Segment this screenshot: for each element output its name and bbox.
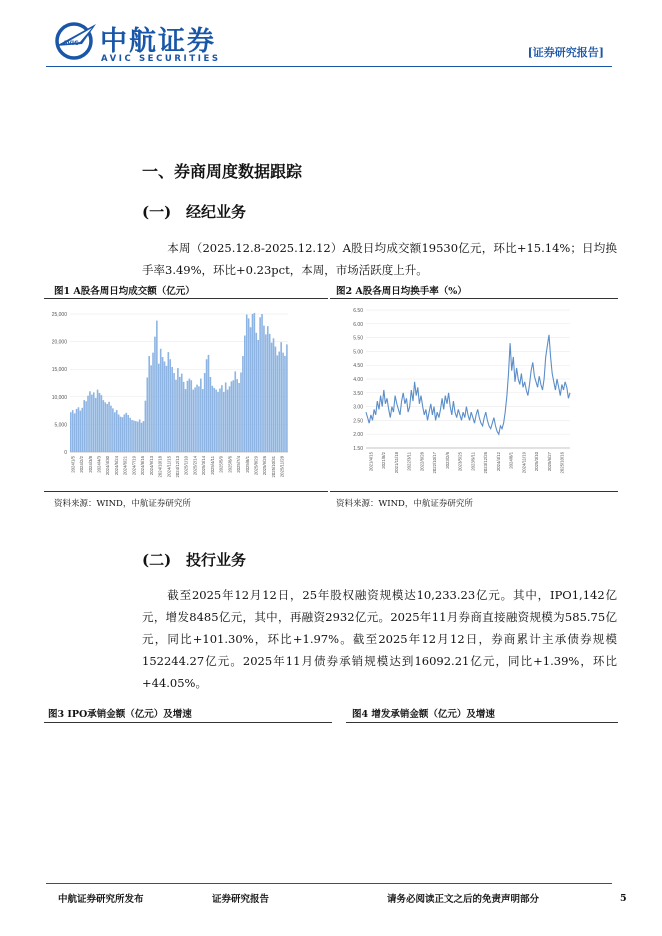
x-tick-label: 2021/4/15 <box>368 452 374 472</box>
bar <box>242 356 244 452</box>
bar <box>206 359 208 452</box>
bar <box>141 423 143 452</box>
bar <box>80 411 82 452</box>
x-tick-label: 2024/11/19 <box>521 452 527 474</box>
figure-3-top-rule <box>44 722 332 723</box>
header <box>0 0 662 70</box>
footer-publisher: 中航证券研究所发布 <box>58 894 144 905</box>
x-tick-label: 2025/10/31 <box>270 456 276 478</box>
bar <box>246 315 248 452</box>
bar <box>99 393 101 452</box>
bar <box>175 380 177 452</box>
bar <box>118 414 120 452</box>
bar <box>255 333 257 452</box>
bar <box>248 318 250 452</box>
turnover-rate-series-line <box>366 335 570 434</box>
bar <box>277 355 279 452</box>
figure-2-title: 图2 A股各周日均换手率（%） <box>336 286 467 297</box>
bar <box>116 410 118 452</box>
y-tick-label: 1.50 <box>353 446 363 452</box>
bar <box>95 398 97 452</box>
x-tick-label: 2022/6/28 <box>419 452 425 472</box>
bar <box>89 391 91 452</box>
bar <box>110 406 112 452</box>
x-tick-label: 2025/10/16 <box>559 452 565 474</box>
bar <box>143 421 145 452</box>
bar <box>221 385 223 452</box>
bar <box>137 422 139 452</box>
bar <box>125 413 127 452</box>
bar <box>267 326 269 452</box>
bar <box>177 368 179 452</box>
subsection-title: 经纪业务 <box>186 203 247 221</box>
y-tick-label: 2.00 <box>353 432 363 439</box>
bar <box>160 349 162 452</box>
subsection-number: (一) <box>142 203 172 221</box>
figure-2-bottom-rule <box>330 491 618 492</box>
bar <box>240 373 242 452</box>
y-tick-label: 5,000 <box>54 422 67 429</box>
bar <box>166 366 168 452</box>
bar <box>198 386 200 452</box>
bar <box>148 356 150 452</box>
bar <box>93 392 95 452</box>
bar <box>124 414 126 452</box>
bar <box>231 381 233 452</box>
y-tick-label: 15,000 <box>51 367 67 374</box>
x-tick-label: 2025/11/28 <box>279 456 285 478</box>
x-tick-label: 2025/3/14 <box>201 456 207 476</box>
figure-3-title: 图3 IPO承销金额（亿元）及增速 <box>48 709 192 720</box>
bar <box>162 357 164 452</box>
bar <box>164 361 166 452</box>
bar <box>108 402 110 452</box>
brand-name-cn: 中航证券 <box>100 26 216 57</box>
bar <box>278 352 280 452</box>
bar <box>190 380 192 452</box>
x-tick-label: 2025/4/11 <box>209 456 215 475</box>
x-tick-label: 2023/2/6 <box>444 452 450 469</box>
figure-2-source: 资料来源：WIND，中航证券研究所 <box>336 499 473 509</box>
bar <box>120 417 122 452</box>
x-tick-label: 2025/5/9 <box>218 456 224 473</box>
y-tick-label: 4.50 <box>353 363 363 370</box>
bar <box>273 338 275 452</box>
bar <box>112 408 114 452</box>
y-tick-label: 10,000 <box>51 394 67 401</box>
x-tick-label: 2024/2/2 <box>79 456 85 473</box>
bar <box>213 388 215 452</box>
x-tick-label: 2023/12/26 <box>483 452 489 474</box>
bar <box>131 420 133 452</box>
bar <box>275 347 277 452</box>
footer-disclaimer: 请务必阅读正文之后的免责声明部分 <box>387 894 540 905</box>
bar <box>244 336 246 452</box>
bar <box>127 415 129 452</box>
y-tick-label: 2.50 <box>353 418 363 425</box>
bar <box>196 385 198 452</box>
bar <box>122 417 124 452</box>
bar <box>252 314 254 452</box>
x-tick-label: 2024/1/5 <box>70 456 76 473</box>
figure-1-title: 图1 A股各周日均成交额（亿元） <box>54 286 195 297</box>
x-tick-label: 2023/9/11 <box>470 452 476 471</box>
bar <box>103 400 105 452</box>
y-tick-label: 3.00 <box>353 404 363 411</box>
figure-4-top-rule <box>346 722 618 723</box>
x-tick-label: 2024/4/3 <box>96 456 102 473</box>
x-tick-label: 2024/5/24 <box>113 456 119 476</box>
x-tick-label: 2025/6/6 <box>227 456 233 473</box>
subsection-number: (二) <box>142 551 172 569</box>
bar <box>150 365 152 452</box>
x-tick-label: 2024/8/1 <box>508 452 514 469</box>
x-tick-label: 2024/3/8 <box>87 456 93 473</box>
y-tick-label: 20,000 <box>51 339 67 346</box>
x-tick-label: 2025/3/10 <box>534 452 540 472</box>
bar <box>223 392 225 452</box>
bar <box>179 377 181 452</box>
bar <box>74 413 76 452</box>
y-tick-label: 5.00 <box>353 349 363 356</box>
turnover-value-bar-chart <box>44 302 328 488</box>
bar <box>280 342 282 452</box>
bar <box>81 408 83 452</box>
bar <box>225 382 227 452</box>
figure-1-source: 资料来源：WIND，中航证券研究所 <box>54 499 191 509</box>
y-tick-label: 5.50 <box>353 335 363 342</box>
bar <box>135 421 137 452</box>
x-tick-label: 2024/12/13 <box>175 456 180 478</box>
bar <box>189 379 191 452</box>
x-tick-label: 2025/1/10 <box>183 456 189 476</box>
subsection-title: 投行业务 <box>186 551 247 569</box>
bar <box>250 327 252 452</box>
bar <box>194 387 196 452</box>
y-tick-label: 0 <box>64 450 67 456</box>
investment-banking-paragraph: 截至2025年12月12日，25年股权融资规模达10,233.23亿元。其中，IPO1,142亿元，增发8485亿元，其中，再融资2932亿元。2025年11月券商直接融资规模为585.75亿元，同比+101.30%，环比+1.97%。截至2025年12月12日，券商累计主承债券规模152244.27亿元。2025年11月债券承销规模达到16092.21亿元，同比+1.39%，环比+44.05%。 <box>142 588 617 690</box>
bar <box>229 386 231 452</box>
bar <box>76 409 78 452</box>
x-tick-label: 2024/8/16 <box>140 456 146 476</box>
x-tick-label: 2025/6/27 <box>546 452 552 472</box>
x-tick-label: 2024/6/21 <box>122 456 128 476</box>
bar <box>168 352 170 452</box>
bar <box>259 317 261 452</box>
bar <box>78 407 80 452</box>
page-number: 5 <box>620 893 627 904</box>
bar <box>234 371 236 452</box>
figure-2-top-rule <box>330 298 618 299</box>
bar <box>219 389 221 452</box>
bar <box>282 353 284 452</box>
bar <box>254 313 256 452</box>
x-tick-label: 2021/11/18 <box>393 452 399 474</box>
bar <box>269 334 271 452</box>
x-tick-label: 2024/11/15 <box>166 456 172 478</box>
bar <box>171 367 173 452</box>
bar <box>238 383 240 452</box>
bar <box>87 396 89 452</box>
footer-report-type: 证券研究报告 <box>212 894 270 905</box>
bar <box>200 379 202 452</box>
bar <box>210 377 212 452</box>
y-tick-label: 6.00 <box>353 321 363 328</box>
bar <box>158 364 160 452</box>
report-type-label: [证券研究报告] <box>527 46 604 59</box>
footer-rule <box>46 883 612 884</box>
bar <box>91 395 93 452</box>
section-title: 一、券商周度数据跟踪 <box>142 162 303 181</box>
turnover-rate-line-chart <box>330 302 618 488</box>
bar <box>101 395 103 452</box>
figure-1-bottom-rule <box>44 491 328 492</box>
bar <box>227 390 229 452</box>
x-tick-label: 2021/8/2 <box>381 452 387 469</box>
x-tick-label: 2023/5/25 <box>457 452 463 472</box>
y-tick-label: 6.50 <box>353 308 363 314</box>
bar <box>72 410 74 452</box>
y-tick-label: 3.50 <box>353 390 363 397</box>
figure-1-top-rule <box>44 298 328 299</box>
bar <box>152 353 154 452</box>
y-tick-label: 4.00 <box>353 377 363 383</box>
bar <box>139 419 141 452</box>
bar <box>257 340 259 452</box>
bar <box>286 344 288 452</box>
x-tick-label: 2025/9/26 <box>262 456 268 476</box>
bar <box>181 374 183 452</box>
x-tick-label: 2025/8/29 <box>253 456 259 476</box>
x-tick-label: 2024/4/30 <box>105 456 111 476</box>
bar <box>129 418 131 452</box>
x-tick-label: 2024/4/12 <box>495 452 501 472</box>
bar <box>204 373 206 452</box>
y-tick-label: 25,000 <box>51 312 67 318</box>
bar <box>192 390 194 452</box>
bar <box>104 402 106 452</box>
bar <box>154 337 156 452</box>
bar <box>185 389 187 452</box>
bar <box>173 373 175 452</box>
bar <box>169 359 171 452</box>
x-tick-label: 2025/7/4 <box>236 456 242 473</box>
bar <box>271 343 273 452</box>
x-tick-label: 2025/8/1 <box>244 456 250 473</box>
brand-name-en: AVIC SECURITIES <box>101 54 221 64</box>
bar <box>208 355 210 452</box>
bar <box>202 389 204 452</box>
bar <box>217 392 219 452</box>
bar <box>233 380 235 452</box>
bar <box>183 382 185 452</box>
bar <box>145 401 147 452</box>
bar <box>106 404 108 452</box>
x-tick-label: 2022/10/17 <box>432 452 438 474</box>
bar <box>284 356 286 452</box>
bar <box>265 334 267 452</box>
bar <box>133 421 135 452</box>
bar <box>83 400 85 452</box>
x-tick-label: 2024/10/18 <box>157 456 163 478</box>
brokerage-paragraph: 本周（2025.12.8-2025.12.12）A股日均成交额19530亿元，环比+15.14%；日均换手率3.49%，环比+0.23pct，本周，市场活跃度上升。 <box>142 241 617 277</box>
x-tick-label: 2022/3/11 <box>406 452 412 471</box>
bar <box>236 379 238 452</box>
x-tick-label: 2025/2/14 <box>192 456 198 476</box>
logo-badge-text: AVIC <box>63 40 79 47</box>
x-tick-label: 2024/9/13 <box>148 456 154 476</box>
x-tick-label: 2024/7/19 <box>131 456 137 476</box>
bar <box>263 326 265 452</box>
bar <box>146 377 148 452</box>
bar <box>97 390 99 452</box>
bar <box>261 314 263 452</box>
bar <box>85 401 87 452</box>
bar <box>187 381 189 452</box>
bar <box>114 412 116 452</box>
bar <box>70 412 72 452</box>
bar <box>212 386 214 452</box>
bar <box>215 390 217 452</box>
figure-4-title: 图4 增发承销金额（亿元）及增速 <box>352 709 495 720</box>
header-rule <box>46 66 612 67</box>
bar <box>156 321 158 452</box>
